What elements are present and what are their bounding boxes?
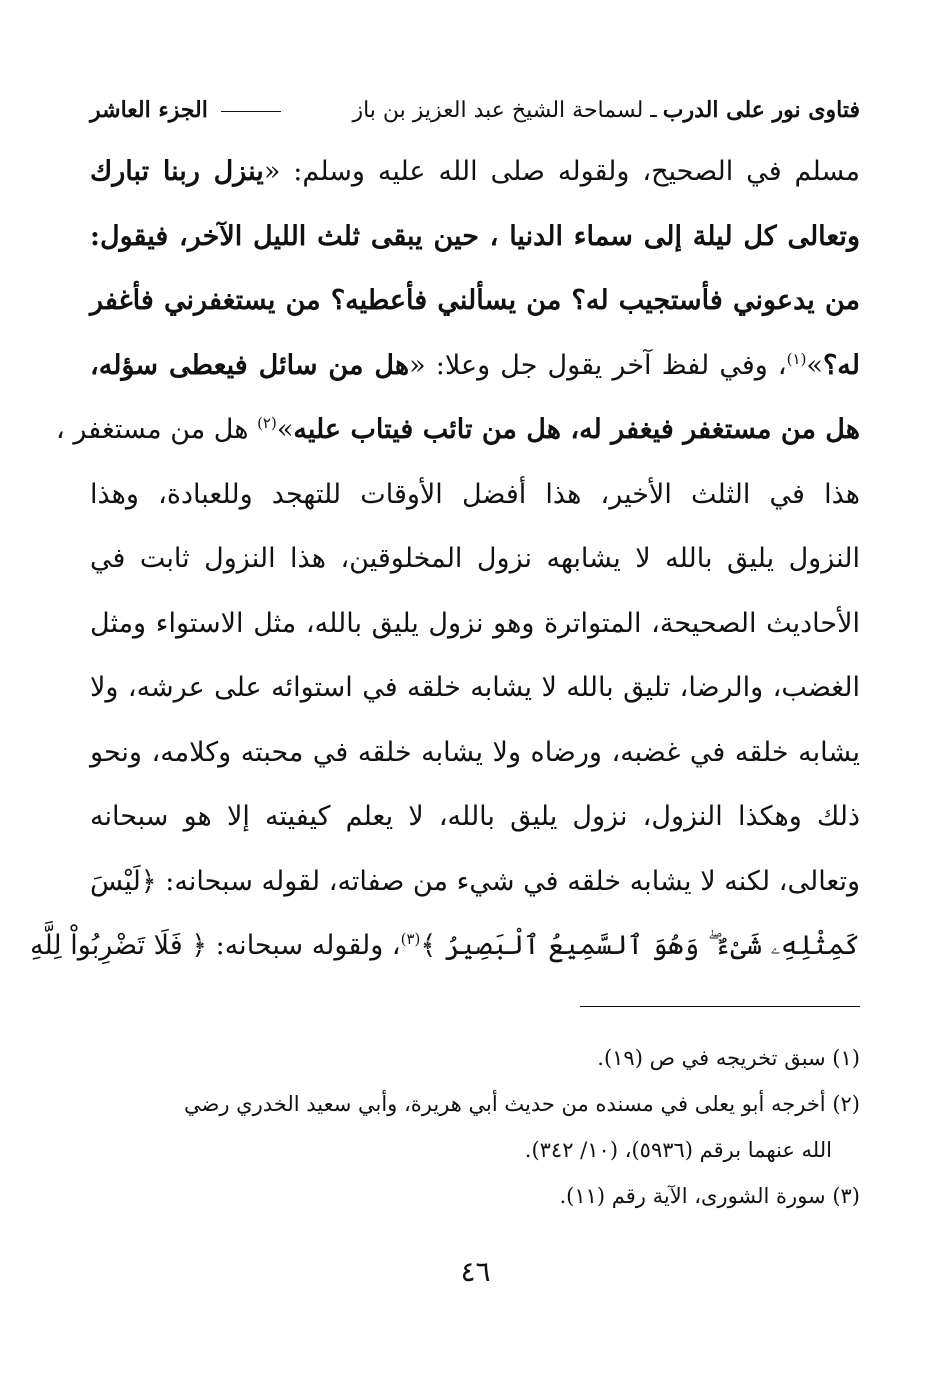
footnote-separator <box>580 1006 860 1007</box>
page-number: ٤٦ <box>460 1255 491 1288</box>
author-name: ـ لسماحة الشيخ عبد العزيز بن باز <box>352 97 657 123</box>
text-line: وتعالى، لكنه لا يشابه خلقه في شيء من صفاته، لقوله سبحانه: ﴿لَيْسَ <box>90 865 860 897</box>
series-title: فتاوى نور على الدرب <box>662 97 860 123</box>
footnote-1: (١) سبق تخريجه في ص (١٩). <box>597 1046 860 1070</box>
footnote-marker: (١) <box>786 349 807 368</box>
header-title-group <box>352 97 860 123</box>
text-span: ، ولقوله سبحانه: ﴿ فَلَا تَضْرِبُواْ لِلَّهِ <box>30 930 401 961</box>
header-rule <box>221 111 281 112</box>
text-line: من يدعوني فأستجيب له؟ من يسألني فأعطيه؟ من يستغفرني فأغفر <box>90 285 860 316</box>
running-header <box>90 90 860 130</box>
quote-mark: » <box>806 349 823 381</box>
hadith-text: له؟ <box>822 349 860 381</box>
quran-verse: كَمِثْلِهِۦ شَىْءٌ ۖ وَهُوَ ٱلسَّمِيعُ ٱلْبَصِيرُ ﴾ <box>420 930 860 961</box>
footnote-3: (٣) سورة الشورى، الآية رقم (١١). <box>559 1184 860 1208</box>
hadith-text: هل من مستغفر فيغفر له، هل من تائب فيتاب عليه <box>293 414 860 445</box>
text-span: ، وفي لفظ آخر يقول جل وعلا: « <box>409 349 787 381</box>
text-line <box>90 140 860 205</box>
text-span: مسلم في الصحيح، ولقوله صلى الله عليه وسلم: « <box>263 156 860 187</box>
hadith-text: هل من سائل فيعطى سؤله، <box>90 349 410 381</box>
text-line <box>90 334 860 399</box>
text-line: الغضب، والرضا، تليق بالله لا يشابه خلقه في استوائه على عرشه، ولا <box>90 672 860 703</box>
text-span: هل من مستغفر ، <box>56 414 258 445</box>
text-line: الأحاديث الصحيحة، المتواترة وهو نزول يليق بالله، مثل الاستواء ومثل <box>90 607 860 639</box>
footnote-2: (٢) أخرجه أبو يعلى في مسنده من حديث أبي هريرة، وأبي سعيد الخدري رضي <box>184 1092 860 1116</box>
footnote-marker: (٣) <box>400 930 421 948</box>
text-line <box>30 914 860 979</box>
header-volume-group <box>90 97 287 123</box>
text-line: يشابه خلقه في غضبه، ورضاه ولا يشابه خلقه في محبته وكلامه، ونحو <box>90 736 860 768</box>
footnote-marker: (٢) <box>257 414 277 432</box>
main-text <box>30 140 860 979</box>
footnotes <box>80 1035 860 1219</box>
hadith-text: ينزل ربنا تبارك <box>90 156 264 187</box>
text-line <box>56 398 860 463</box>
quote-mark: » <box>276 414 294 445</box>
text-line: النزول يليق بالله لا يشابهه نزول المخلوقين، هذا النزول ثابت في <box>90 543 860 574</box>
text-line: ذلك وهكذا النزول، نزول يليق بالله، لا يعلم كيفيته إلا هو سبحانه <box>90 801 860 832</box>
text-line: وتعالى كل ليلة إلى سماء الدنيا ، حين يبقى ثلث الليل الآخر، فيقول: <box>90 220 860 252</box>
volume-label: الجزء العاشر <box>90 97 208 123</box>
text-line: هذا في الثلث الأخير، هذا أفضل الأوقات للتهجد وللعبادة، وهذا <box>90 478 860 510</box>
footnote-2-continuation: الله عنهما برقم (٥٩٣٦)، (١٠/ ٣٤٢). <box>524 1138 832 1162</box>
